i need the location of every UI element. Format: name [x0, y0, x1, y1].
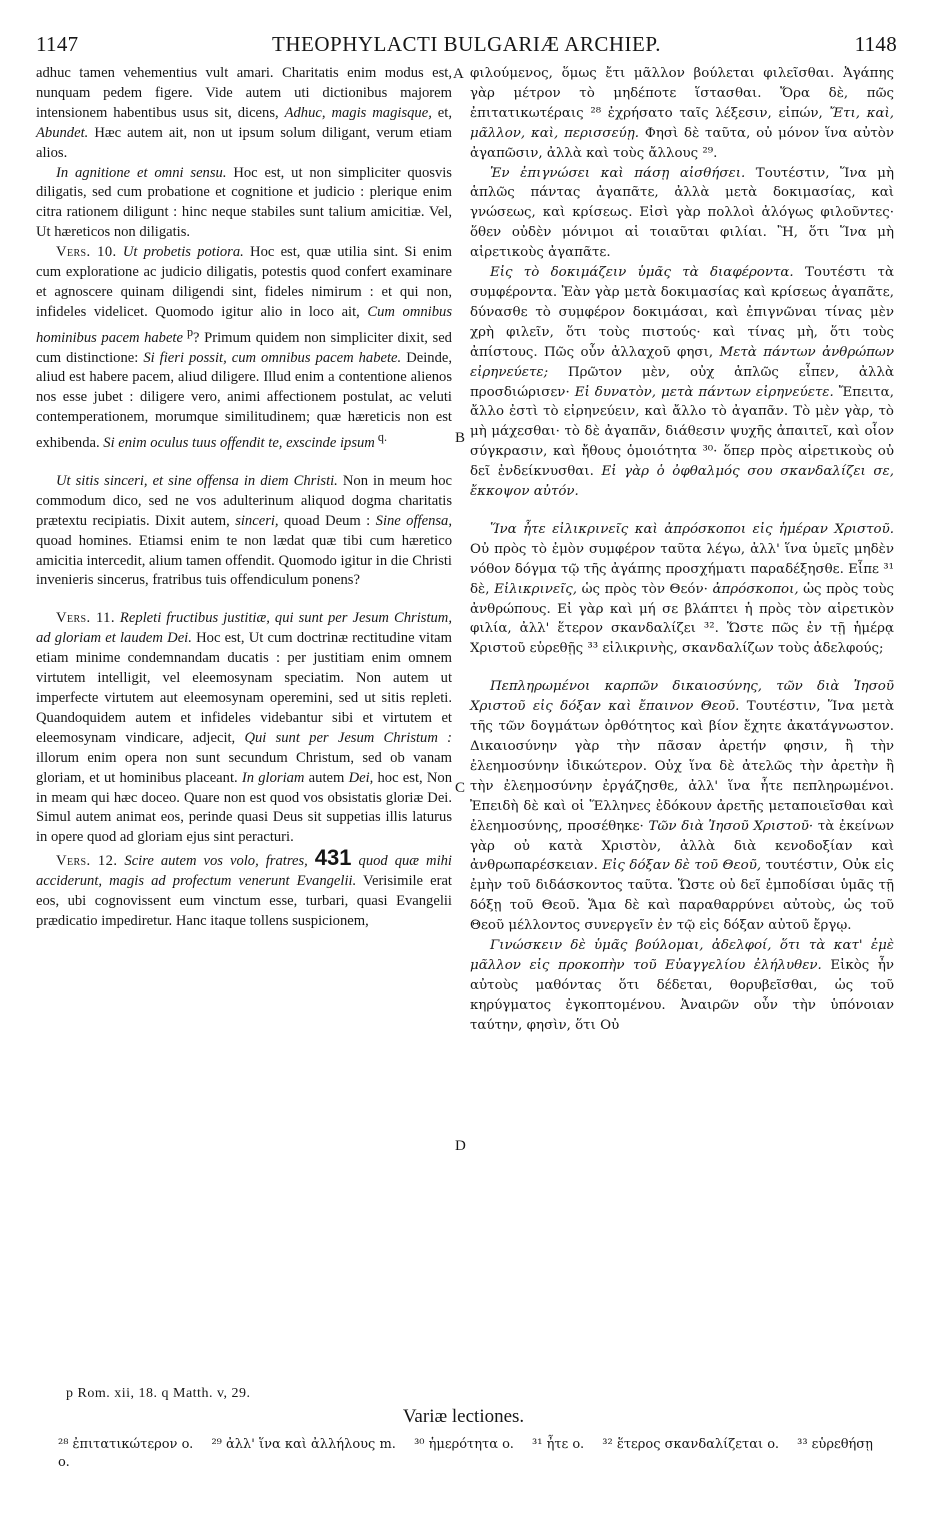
- greek-paragraph-4: Ἵνα ἦτε εἰλικρινεῖς καὶ ἀπρόσκοποι εἰς ἡμέραν Χριστοῦ. Οὐ πρὸς τὸ ἐμὸν συμφέρον ταῦτα λέγω, ἀλλ' ἵνα ὑμεῖς μηδὲν νόθον δόγμα τῷ τῆς ἀγάπης προσχήματι παραδέξησθε. Εἶπε ³¹ δὲ, Εἰλικρινεῖς, ὡς πρὸς τὸν Θεόν· ἀπρόσκοποι, ὡς πρὸς τοὺς ἀνθρώπους. Εἰ γὰρ καὶ μή σε βλάπτει ἡ πρὸς τὸν αἱρετικὸν φιλία, ἀλλ' ἕτερον σκανδαλίζει ³². Ὥστε πῶς ἐν τῇ ἡμέρᾳ Χριστοῦ εὑρεθῇς ³³ εἰλικρινὴς, σκανδαλίζων τοὺς ἀδελφούς;: [470, 521, 895, 657]
- variant-28: ²⁸ ἐπιτατικώτερον o.: [58, 1437, 194, 1452]
- footnote-ref: p: [182, 324, 194, 339]
- verse-label: Vers. 11.: [56, 610, 115, 627]
- variant-readings: [58, 1436, 898, 1472]
- variant-32: ³² ἕτερος σκανδαλίζεται o.: [602, 1437, 779, 1452]
- latin-paragraph-vers-10: Vers. 10. Ut probetis potiora. Hoc est, quæ utilia sint. Si enim cum exploratione ac judicio diligatis, potestis quod confert examinare et agnoscere quinam diligendi sint, fideles nimirum : et qui non, infideles videlicet. Quomodo igitur alio in loco ait, Cum omnibus hominibus pacem habete $^p$? Primum quidem non simpliciter dixit, sed cum distinctione: Si fieri possit, cum omnibus pacem habete. Deinde, aliud est habere pacem, aliud diligere. Illud enim a contentione alienos nos esse jubet : diligere vero, animi affectionem postulat, ac veluti contemperationem, morumque similitudinem; quæ hæreticis non est exhibenda. Si enim oculus tuus offendit te, exscinde ipsum $^{q.}$: [36, 244, 453, 452]
- latin-paragraph-vers-12: Vers. 12. Scire autem vos volo, fratres, 431 quod quæ mihi acciderunt, magis ad profectum venerunt Evangelii. Verisimile erat eos, ubi cognovissent eum vinctum esse, turbari, quasi Evangelii prædicatio impediretur. Hanc itaque tollens suspicionem,: [36, 845, 452, 929]
- variant-31: ³¹ ἦτε o.: [532, 1437, 585, 1452]
- column-number: 431: [314, 845, 352, 871]
- greek-column: [470, 64, 894, 1036]
- verse-label: Vers. 10.: [56, 244, 117, 261]
- greek-paragraph-2: Ἐν ἐπιγνώσει καὶ πάσῃ αἰσθήσει. Τουτέστιν, Ἵνα μὴ ἁπλῶς πάντας ἀγαπᾶτε, ἀλλὰ μετὰ δοκιμασίας, καὶ γνώσεως, καὶ κρίσεως. Εἰσὶ γὰρ πολλοὶ ἀλόγως φιλοῦντες· ὅθεν οὐδὲν μόνιμοι αἱ τοιαῦται φιλίαι. Ἢ, ὅτι Ἵνα μὴ αἱρετικοὺς ἀγαπᾶτε.: [470, 165, 894, 261]
- greek-paragraph-3: Εἰς τὸ δοκιμάζειν ὑμᾶς τὰ διαφέροντα. Τουτέστι τὰ συμφέροντα. Ἐὰν γὰρ μετὰ δοκιμασίας καὶ κρίσεως ἀγαπᾶτε, δύνασθε τὸ συμφέρον δοκιμάσαι, καὶ ἐπιγνῶναι τίνας μὲν χρὴ φιλεῖν, ὅτι τοὺς πιστούς· καὶ τίνας μὴ, ὅτι τοὺς ἀπίστους. Πῶς οὖν ἀλλαχοῦ φησι, Μετὰ πάντων ἀνθρώπων εἰρηνεύετε; Πρῶτον μὲν, οὐχ ἁπλῶς εἶπεν, ἀλλὰ προσδιώρισεν· Εἰ δυνατὸν, μετὰ πάντων εἰρηνεύετε. Ἔπειτα, ἄλλο ἐστὶ τὸ εἰρηνεύειν, καὶ ἄλλο τὸ ἀγαπᾶν. Τὸ μὲν γὰρ, τὸ μὴ μάχεσθαι· τὸ δὲ ἀγαπᾶν, διάθεσιν ψυχῆς ἀπαιτεῖ, καὶ οἷον σύγκρασιν, καὶ ἤθους ὁμοιότητα ³⁰· ὅπερ πρὸς αἱρετικοὺς οὐ δεῖ ἐνδείκνυσθαι. Εἰ γὰρ ὁ ὀφθαλμός σου σκανδαλίζει σε, ἔκκοψον αὐτόν.: [470, 265, 895, 500]
- margin-letter-c: C: [455, 780, 466, 796]
- latin-paragraph-1: adhuc tamen vehementius vult amari. Charitatis enim modus est, nunquam pedem figere. Vide autem uti dictionibus majorem intensionem habentibus usus sit, dicens, Adhuc, magis magisque, et, Abundet. Hæc autem ait, non ut ipsum solum diligant, verum etiam alios.: [36, 65, 452, 161]
- latin-paragraph-vers-11: Vers. 11. Repleti fructibus justitiæ, qui sunt per Jesum Christum, ad gloriam et laudem Dei. Hoc est, Ut cum doctrinæ rectitudine vitam etiam minime condemnandam ducatis : per justitiam enim omnem virtutem intelligit, vel eleemosynam speciatim. Non autem ut imperfecte virtutem aut eleemosynam operemini, sed ut sitis repleti. Quandoquidem autem et infideles videbantur sibi et virtutem et eleemosynam vindicare, adjecit, Qui sunt per Jesum Christum : illorum enim opera non sunt secundum Christum, sed ob vanam gloriam, et ut hominibus placeant. In gloriam autem Dei, hoc est, Non in meam qui hæc doceo. Quare non est quod vos obsistatis gloriæ Dei. Simul autem animat eos, perinde quasi Deus sit suppetias illis laturus in opere quod ad gloriam ejus sint peracturi.: [36, 610, 452, 846]
- greek-paragraph-1: φιλούμενος, ὅμως ἔτι μᾶλλον βούλεται φιλεῖσθαι. Ἀγάπης γὰρ μέτρον τὸ μηδέποτε ἵστασθαι. Ὅρα δὲ, πῶς ἐπιτατικωτέραις ²⁸ ἐχρήσατο ταῖς λέξεσιν, εἰπών, Ἔτι, καὶ, μᾶλλον, καὶ, περισσεύῃ. Φησὶ δὲ ταῦτα, οὐ μόνον ἵνα αὐτὸν ἀγαπῶσιν, ἀλλὰ καὶ τοὺς ἄλλους ²⁹.: [470, 66, 894, 161]
- footnote-ref: q.: [374, 430, 387, 445]
- running-header: [36, 32, 897, 62]
- page-number-left: 1147: [36, 32, 79, 56]
- running-title: THEOPHYLACTI BULGARIÆ ARCHIEP.: [272, 32, 661, 56]
- latin-footnotes: p Rom. xii, 18. q Matth. v, 29.: [66, 1386, 251, 1401]
- latin-column: [36, 64, 452, 932]
- margin-letter-b: B: [455, 430, 466, 446]
- margin-letter-a: A: [453, 66, 464, 82]
- greek-paragraph-6: Γινώσκειν δὲ ὑμᾶς βούλομαι, ἀδελφοί, ὅτι τὰ κατ' ἐμὲ μᾶλλον εἰς προκοπὴν τοῦ Εὐαγγελίου ἐλήλυθεν. Εἰκὸς ἦν αὐτοὺς μαθόντας ὅτι δέδεται, θορυβεῖσθαι, ὡς τοῦ κηρύγματος ἐγκοπτομένου. Ἀναιρῶν οὖν τὴν ὑπόνοιαν ταύτην, φησὶν, ὅτι Οὐ: [470, 938, 894, 1033]
- margin-letter-d: D: [455, 1138, 466, 1154]
- variant-33: ³³ εὑρεθήσῃ o.: [58, 1437, 873, 1470]
- latin-paragraph-sinceri: Ut sitis sinceri, et sine offensa in diem Christi. Non in meum hoc commodum dico, sed ne vos adulterinum aliquod dogma charitatis prætextu recipiatis. Dixit autem, sinceri, quoad Deum : Sine offensa, quoad homines. Etiamsi enim te non lædat quæ tibi cum hæretico amicitia intercedit, alium tamen offendit. Quomodo igitur in die Christi invenieris sincerus, fratribus tuis offendiculum ponens?: [36, 472, 452, 589]
- greek-paragraph-5: Πεπληρωμένοι καρπῶν δικαιοσύνης, τῶν διὰ Ἰησοῦ Χριστοῦ εἰς δόξαν καὶ ἔπαινον Θεοῦ. Τουτέστιν, Ἵνα μετὰ τῆς τῶν δογμάτων ὀρθότητος καὶ βίον ἔχητε ἀκατάγνωστον. Δικαιοσύνην γὰρ τὴν πᾶσαν ἀρετήν φησιν, ἢ τὴν ἐλεημοσύνην ἰδικώτερον. Οὐχ ἵνα δὲ ἀτελῶς τὴν ἀρετὴν ἢ τὴν ἐλεημοσύνην ἐργάζησθε, ἀλλ' ἵνα ἦτε πεπληρωμένοι. Ἐπειδὴ δὲ καὶ οἱ Ἕλληνες ἐδόκουν ἀρετῆς μεταποιεῖσθαι καὶ ἐλεημοσύνης, προσέθηκε· Τῶν διὰ Ἰησοῦ Χριστοῦ· τὰ ἐκείνων γὰρ οὐ κατὰ Χριστὸν, ἀλλὰ διὰ κενοδοξίαν καὶ ἀνθρωπαρέσκειαν. Εἰς δόξαν δὲ τοῦ Θεοῦ, τουτέστιν, Οὐκ εἰς ἐμὴν τοῦ διδάσκοντος ταῦτα. Ὥστε οὐ δεῖ ἐμποδίσαι ὑμᾶς τῇ δόξῃ τοῦ Θεοῦ. Ἅμα δὲ καὶ παραθαρρύνει αὐτοὺς, ὡς τοῦ Θεοῦ μέλλοντος συνεργεῖν ἐν τῷ εἰς δόξαν αὐτοῦ ἔργῳ.: [470, 679, 895, 934]
- variae-lectiones-title: Variæ lectiones.: [402, 1406, 525, 1427]
- page-number-right: 1148: [854, 32, 897, 56]
- variant-30: ³⁰ ἡμερότητα o.: [414, 1437, 514, 1452]
- variant-29: ²⁹ ἀλλ' ἵνα καὶ ἀλλήλους m.: [211, 1437, 396, 1452]
- verse-label: Vers. 12.: [56, 853, 118, 870]
- latin-paragraph-2: In agnitione et omni sensu. Hoc est, ut non simpliciter quosvis diligatis, sed cum probatione et cognitione et judicio : plerique enim citra rationem diligunt : hinc neque stabiles sunt talium amicitiæ. Vel, Ut hæreticos non diligatis.: [36, 164, 452, 241]
